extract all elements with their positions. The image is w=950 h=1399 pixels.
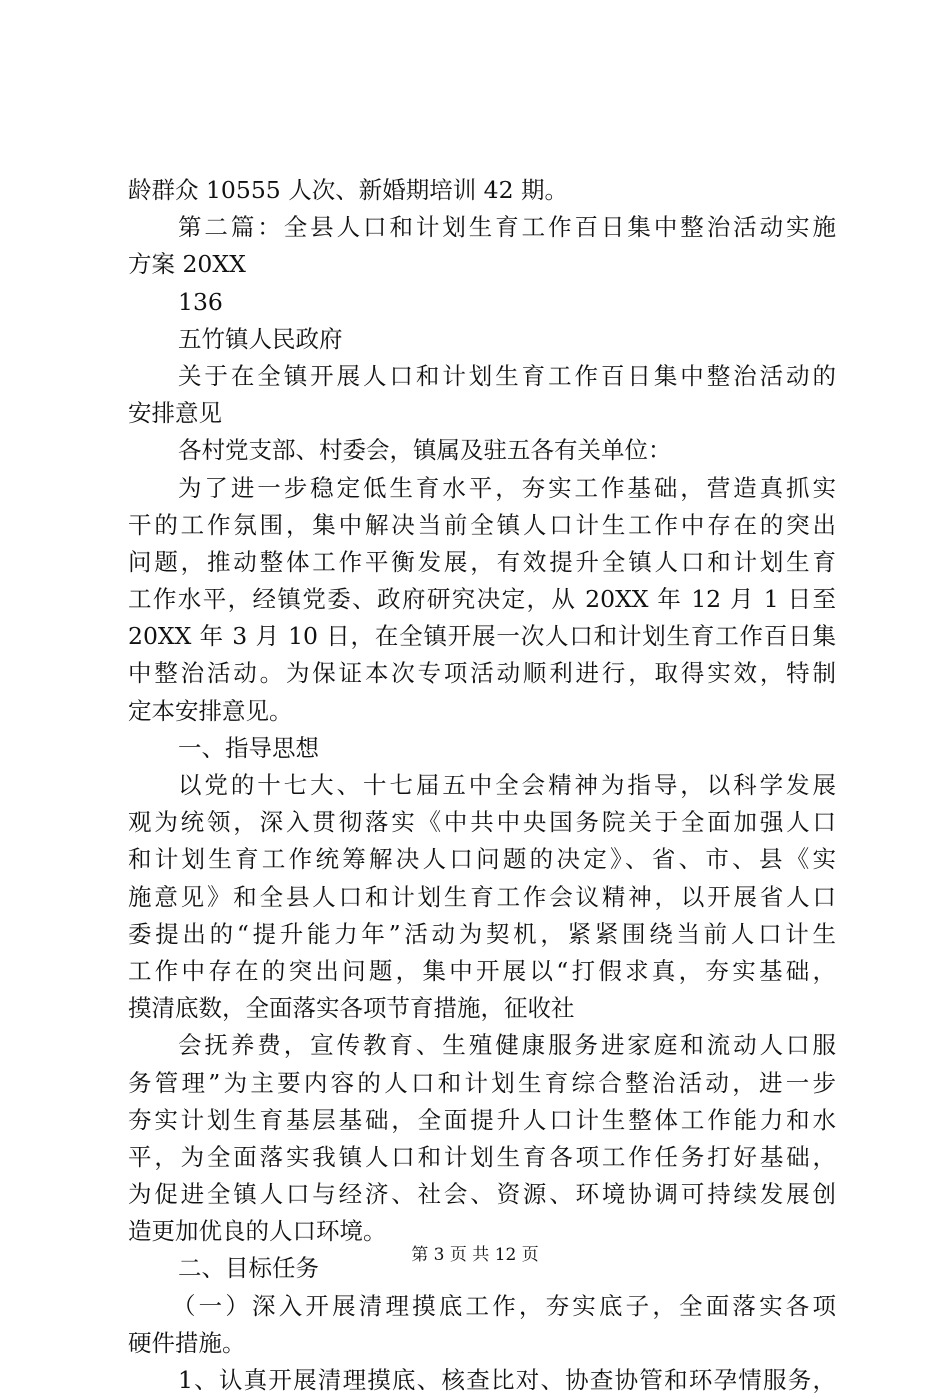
text-line: 安排意见 [128, 399, 222, 428]
text-line: 会抚养费，宣传教育、生殖健康服务进家庭和流动人口服 [178, 1031, 836, 1060]
text-line: 关于在全镇开展人口和计划生育工作百日集中整治活动的 [178, 361, 836, 390]
section-heading: 一、指导思想 [178, 733, 319, 762]
page-footer: 第 3 页 共 12 页 [411, 1245, 539, 1265]
text-line: 龄群众 10555 人次、新婚期培训 42 期。 [128, 176, 569, 204]
text-line: 20XX 年 3 月 10 日，在全镇开展一次人口和计划生育工作百日集 [128, 622, 836, 651]
text-line: 委提出的“提升能力年”活动为契机，紧紧围绕当前人口计生 [128, 919, 836, 948]
text-line: 夯实计划生育基层基础，全面提升人口计生整体工作能力和水 [128, 1105, 836, 1134]
text-line: 干的工作氛围，集中解决当前全镇人口计生工作中存在的突出 [128, 510, 836, 539]
text-line: 工作水平，经镇党委、政府研究决定，从 20XX 年 12 月 1 日至 [128, 585, 836, 614]
text-line: 摸清底数，全面落实各项节育措施，征收社 [128, 994, 575, 1023]
text-line: 造更加优良的人口环境。 [128, 1217, 387, 1246]
text-line: 问题，推动整体工作平衡发展，有效提升全镇人口和计划生育 [128, 547, 836, 576]
document-body [128, 172, 836, 1399]
text-line: 以党的十七大、十七届五中全会精神为指导，以科学发展 [178, 771, 836, 799]
text-line: （一）深入开展清理摸底工作，夯实底子，全面落实各项 [172, 1291, 836, 1320]
text-line: 平，为全面落实我镇人口和计划生育各项工作任务打好基础， [128, 1142, 836, 1171]
text-line: 1、认真开展清理摸底、核查比对、协查协管和环孕情服务， [178, 1366, 836, 1394]
text-line: 施意见》和全县人口和计划生育工作会议精神，以开展省人口 [128, 882, 836, 911]
text-line: 为了进一步稳定低生育水平，夯实工作基础，营造真抓实 [178, 473, 836, 502]
text-line: 观为统领，深入贯彻落实《中共中央国务院关于全面加强人口 [128, 808, 836, 837]
text-line: 各村党支部、村委会，镇属及驻五各有关单位： [178, 436, 672, 465]
text-line: 第二篇：全县人口和计划生育工作百日集中整治活动实施 [178, 213, 836, 242]
text-line: 为促进全镇人口与经济、社会、资源、环境协调可持续发展创 [128, 1180, 836, 1209]
text-line: 五竹镇人民政府 [178, 324, 343, 353]
text-line: 硬件措施。 [128, 1328, 246, 1357]
text-line: 中整治活动。为保证本次专项活动顺利进行，取得实效，特制 [128, 659, 836, 688]
text-line: 定本安排意见。 [128, 696, 293, 725]
text-line: 方案 20XX [128, 250, 246, 279]
text-line: 务管理”为主要内容的人口和计划生育综合整治活动，进一步 [128, 1068, 836, 1097]
text-line: 和计划生育工作统筹解决人口问题的决定》、省、市、县《实 [128, 845, 836, 874]
text-line: 工作中存在的突出问题，集中开展以“打假求真，夯实基础， [128, 956, 836, 985]
text-line: 136 [178, 287, 223, 316]
section-heading: 二、目标任务 [178, 1254, 319, 1283]
